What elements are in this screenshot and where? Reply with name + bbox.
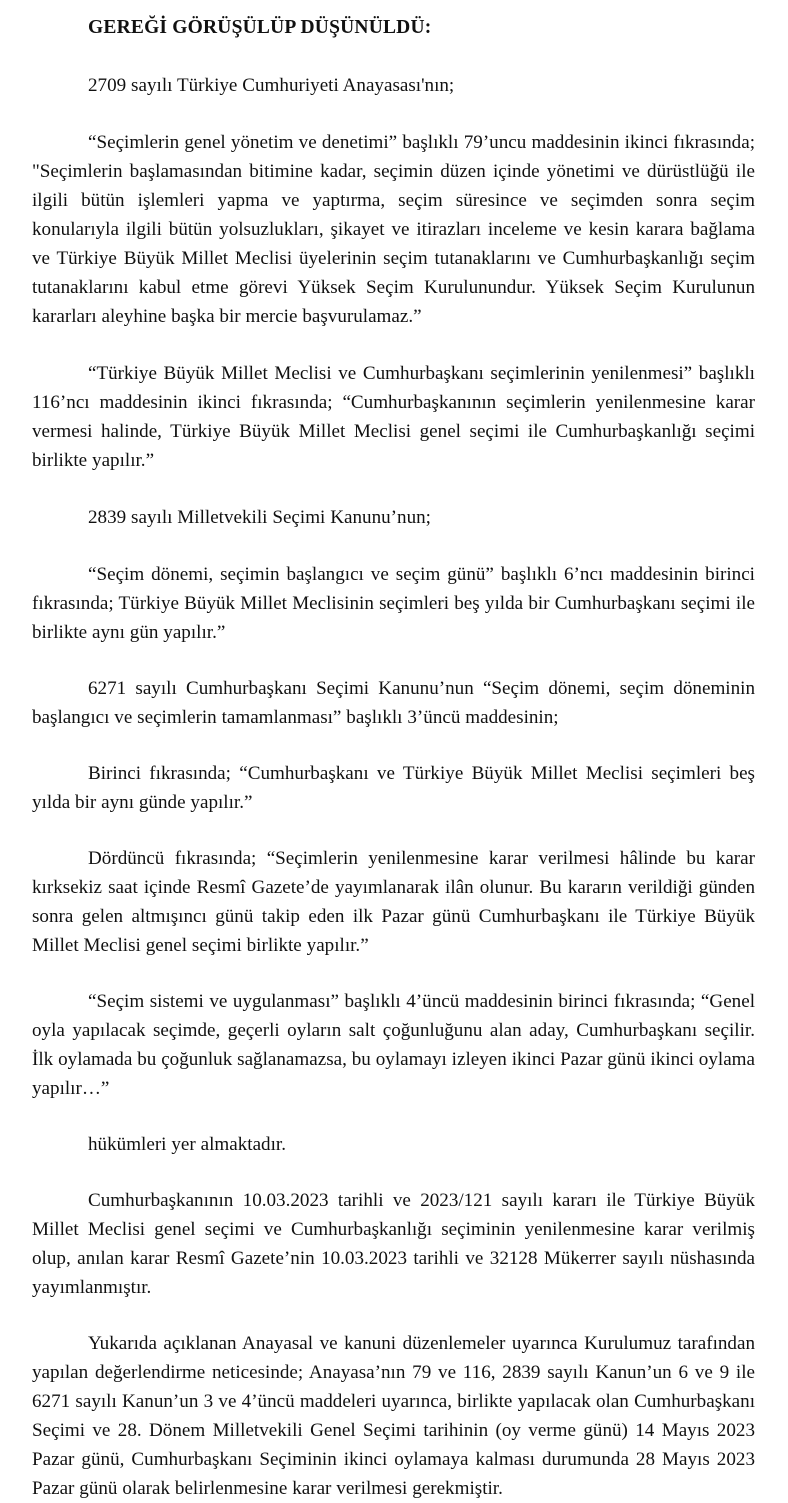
spacer — [32, 100, 755, 128]
paragraph-kanun-2839-ref: 2839 sayılı Milletvekili Seçimi Kanunu’nun; — [88, 507, 431, 528]
page-title: GEREĞİ GÖRÜŞÜLÜP DÜŞÜNÜLDÜ: — [88, 17, 432, 38]
paragraph-madde-116: “Türkiye Büyük Millet Meclisi ve Cumhurbaşkanı seçimlerinin yenilenmesi” başlıklı 116’ncı maddesinin ikinci fıkrasında; “Cumhurbaşkanının seçimlerin yenilenmesine karar vermesi halinde, Türkiye Büyük Millet Meclisi genel seçimi ile Cumhurbaşkanlığı seçimi birlikte yapılır.” — [32, 363, 755, 471]
spacer — [32, 532, 755, 560]
spacer — [32, 42, 755, 71]
paragraph-cumhurbaskani-karari: Cumhurbaşkanının 10.03.2023 tarihli ve 2023/121 sayılı kararı ile Türkiye Büyük Millet Meclisi genel seçimi ve Cumhurbaşkanlığı seçiminin yenilenmesine karar verilmiş olup, anılan karar Resmî Gazete’nin 10.03.2023 tarihli ve 32128 Mükerrer sayılı nüshasında yayımlanmıştır. — [32, 1190, 755, 1298]
paragraph-kanun-6271-ref: 6271 sayılı Cumhurbaşkanı Seçimi Kanunu’nun “Seçim dönemi, seçim döneminin başlangıcı ve seçimlerin tamamlanması” başlıklı 3’üncü maddesinin; — [32, 678, 755, 728]
spacer — [32, 1103, 755, 1130]
paragraph-birinci-fikra: Birinci fıkrasında; “Cumhurbaşkanı ve Türkiye Büyük Millet Meclisi seçimleri beş yılda bir aynı günde yapılır.” — [32, 763, 755, 813]
spacer — [32, 1302, 755, 1329]
spacer — [32, 960, 755, 987]
spacer — [32, 331, 755, 359]
document-text-body — [32, 14, 755, 1503]
paragraph-anayasa-ref: 2709 sayılı Türkiye Cumhuriyeti Anayasası'nın; — [88, 75, 455, 96]
spacer — [32, 732, 755, 759]
paragraph-madde-79: “Seçimlerin genel yönetim ve denetimi” başlıklı 79’uncu maddesinin ikinci fıkrasında; "Seçimlerin başlamasından bitimine kadar, seçimin düzen içinde yönetimi ve dürüstlüğü ile ilgili bütün işlemleri yapma ve yaptırma, seçim süresince ve seçimden sonra seçim konularıyla ilgili bütün yolsuzlukları, şikayet ve itirazları inceleme ve kesin karara bağlama ve Türkiye Büyük Millet Meclisi üyelerinin seçim tutanaklarını ve Cumhurbaşkanlığı seçim tutanaklarını kabul etme görevi Yüksek Seçim Kurulunundur. Yüksek Seçim Kurulunun kararları aleyhine başka bir mercie başvurulamaz.” — [32, 132, 755, 327]
paragraph-madde-6: “Seçim dönemi, seçimin başlangıcı ve seçim günü” başlıklı 6’ncı maddesinin birinci fıkrasında; Türkiye Büyük Millet Meclisinin seçimleri beş yılda bir Cumhurbaşkanı seçimi ile birlikte aynı gün yapılır.” — [32, 564, 755, 643]
spacer — [32, 647, 755, 674]
spacer — [32, 817, 755, 844]
paragraph-hukumler: hükümleri yer almaktadır. — [88, 1134, 286, 1155]
spacer — [32, 1159, 755, 1186]
spacer — [32, 475, 755, 503]
paragraph-sonuc: Yukarıda açıklanan Anayasal ve kanuni düzenlemeler uyarınca Kurulumuz tarafından yapılan değerlendirme neticesinde; Anayasa’nın 79 ve 116, 2839 sayılı Kanun’un 6 ve 9 ile 6271 sayılı Kanun’un 3 ve 4’üncü maddeleri uyarınca, birlikte yapılacak olan Cumhurbaşkanı Seçimi ve 28. Dönem Milletvekili Genel Seçimi tarihinin (oy verme günü) 14 Mayıs 2023 Pazar günü, Cumhurbaşkanı Seçiminin ikinci oylamaya kalması durumunda 28 Mayıs 2023 Pazar günü olarak belirlenmesine karar verilmesi gerekmiştir. — [32, 1333, 755, 1499]
paragraph-dorduncu-fikra: Dördüncü fıkrasında; “Seçimlerin yenilenmesine karar verilmesi hâlinde bu karar kırksekiz saat içinde Resmî Gazete’de yayımlanarak ilân olunur. Bu kararın verildiği günden sonra gelen altmışıncı günü takip eden ilk Pazar günü Cumhurbaşkanı ile Türkiye Büyük Millet Meclisi genel seçimi birlikte yapılır.” — [32, 848, 755, 956]
paragraph-madde-4: “Seçim sistemi ve uygulanması” başlıklı 4’üncü maddesinin birinci fıkrasında; “Genel oyla yapılacak seçimde, geçerli oyların salt çoğunluğunu alan aday, Cumhurbaşkanı seçilir. İlk oylamada bu çoğunluk sağlanamazsa, bu oylamayı izleyen ikinci Pazar günü ikinci oylama yapılır…” — [32, 991, 755, 1099]
